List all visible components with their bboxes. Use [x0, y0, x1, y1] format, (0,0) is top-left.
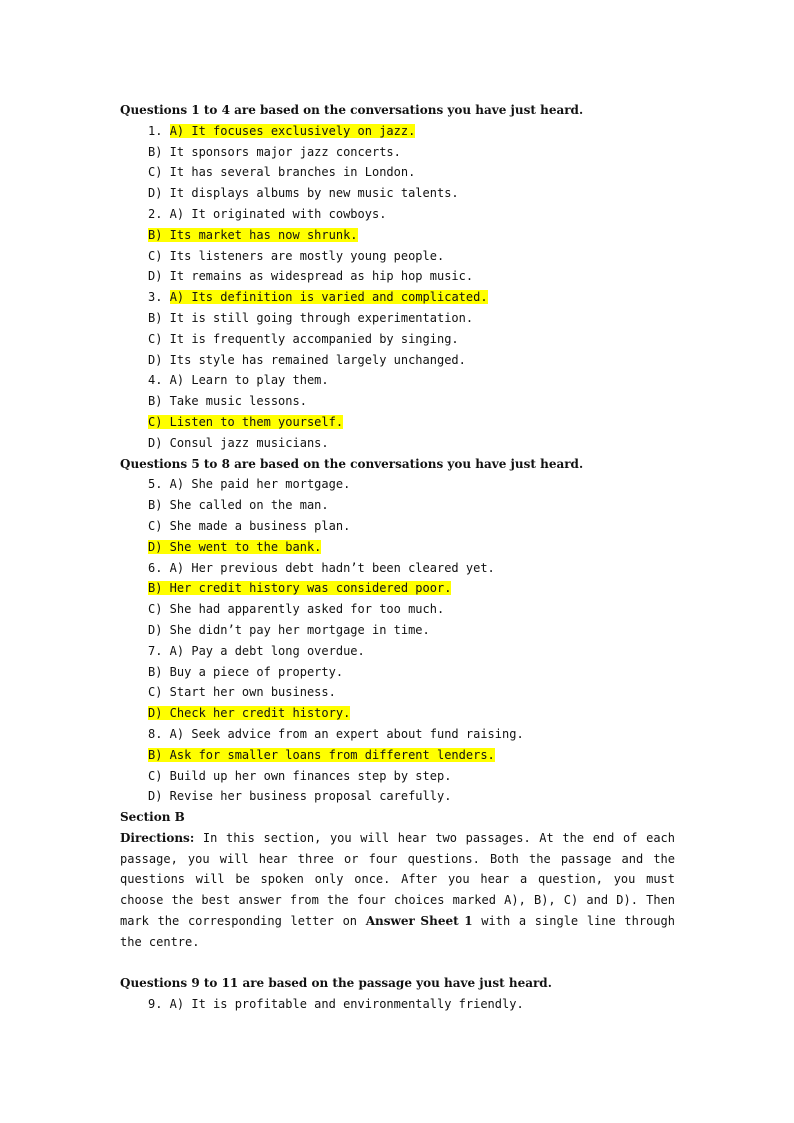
answer-option — [120, 682, 675, 703]
answer-option — [120, 142, 675, 163]
section-b-title: Section B — [120, 810, 185, 825]
correct-answer-highlight: A) Its definition is varied and complicated. — [169, 290, 488, 305]
answer-option — [120, 724, 675, 745]
answer-option — [120, 225, 675, 246]
correct-answer-highlight: B) Her credit history was considered poor. — [148, 581, 452, 596]
questions-5-8-options — [120, 474, 675, 807]
section-b-directions — [120, 828, 675, 953]
questions-1-4-heading: Questions 1 to 4 are based on the conversations you have just heard. — [120, 103, 584, 117]
question-number: 3. — [148, 290, 170, 305]
answer-option — [120, 703, 675, 724]
option-text: C) Build up her own finances step by step. — [148, 768, 452, 783]
answer-option — [120, 599, 675, 620]
answer-option — [120, 994, 675, 1015]
answer-option — [120, 620, 675, 641]
questions-5-8-heading: Questions 5 to 8 are based on the conversations you have just heard. — [120, 456, 584, 471]
answer-option — [120, 662, 675, 683]
answer-option — [120, 370, 675, 391]
answer-option — [120, 287, 675, 308]
blank-line — [120, 953, 675, 974]
option-text: D) She didn’t pay her mortgage in time. — [148, 622, 430, 637]
option-text: B) Take music lessons. — [148, 394, 307, 409]
option-text: D) Revise her business proposal carefully. — [148, 789, 452, 804]
option-text: C) She had apparently asked for too much. — [148, 602, 445, 617]
correct-answer-highlight: A) It focuses exclusively on jazz. — [169, 123, 416, 138]
option-text: D) It displays albums by new music talents. — [148, 186, 459, 201]
answer-option — [120, 474, 675, 495]
directions-label: Directions: — [120, 830, 195, 845]
answer-option — [120, 766, 675, 787]
option-text: C) She made a business plan. — [148, 518, 351, 533]
directions-text: In this section, you will hear two passages. At the end of each passage, you will hear three or four questions. Both the passage and the questions will be spoken only once. After you hear a question, you must choose the best answer from the four choices marked A), B), C) and D). Then mark the corresponding letter on — [120, 830, 675, 929]
answer-option — [120, 537, 675, 558]
answer-option — [120, 308, 675, 329]
option-text: 9. A) It is profitable and environmentally friendly. — [148, 997, 524, 1012]
correct-answer-highlight: B) Its market has now shrunk. — [148, 227, 358, 242]
answer-option — [120, 558, 675, 579]
directions-end: with a single line through the centre. — [120, 914, 675, 949]
answer-option — [120, 204, 675, 225]
answer-option — [120, 266, 675, 287]
questions-1-4-options — [120, 121, 675, 454]
answer-option — [120, 433, 675, 454]
option-text: B) It sponsors major jazz concerts. — [148, 144, 401, 159]
correct-answer-highlight: C) Listen to them yourself. — [148, 414, 344, 429]
answer-option — [120, 329, 675, 350]
questions-9-11-options — [120, 994, 675, 1015]
answer-option — [120, 786, 675, 807]
question-number: 1. — [148, 123, 170, 138]
answer-option — [120, 162, 675, 183]
option-text: D) It remains as widespread as hip hop music. — [148, 269, 474, 284]
answer-option — [120, 246, 675, 267]
option-text: B) It is still going through experimentation. — [148, 310, 474, 325]
answer-option — [120, 495, 675, 516]
answer-option — [120, 183, 675, 204]
correct-answer-highlight: D) Check her credit history. — [148, 706, 351, 721]
correct-answer-highlight: D) She went to the bank. — [148, 539, 322, 554]
answer-sheet-label: Answer Sheet 1 — [365, 914, 473, 929]
answer-option — [120, 578, 675, 599]
option-text: B) She called on the man. — [148, 498, 329, 513]
questions-9-11-heading: Questions 9 to 11 are based on the passage you have just heard. — [120, 976, 552, 991]
option-text: 5. A) She paid her mortgage. — [148, 477, 351, 492]
answer-option — [120, 350, 675, 371]
answer-option — [120, 391, 675, 412]
option-text: 8. A) Seek advice from an expert about fund raising. — [148, 726, 524, 741]
answer-option — [120, 121, 675, 142]
document-page — [120, 100, 675, 1015]
option-text: 6. A) Her previous debt hadn’t been cleared yet. — [148, 560, 495, 575]
correct-answer-highlight: B) Ask for smaller loans from different lenders. — [148, 747, 495, 762]
option-text: D) Its style has remained largely unchanged. — [148, 352, 466, 367]
option-text: D) Consul jazz musicians. — [148, 435, 329, 450]
option-text: C) Start her own business. — [148, 685, 336, 700]
option-text: C) It has several branches in London. — [148, 165, 416, 180]
option-text: 2. A) It originated with cowboys. — [148, 206, 387, 221]
answer-option — [120, 412, 675, 433]
option-text: C) Its listeners are mostly young people. — [148, 248, 445, 263]
answer-option — [120, 745, 675, 766]
option-text: B) Buy a piece of property. — [148, 664, 344, 679]
option-text: 4. A) Learn to play them. — [148, 373, 329, 388]
option-text: 7. A) Pay a debt long overdue. — [148, 643, 365, 658]
option-text: C) It is frequently accompanied by singing. — [148, 331, 459, 346]
answer-option — [120, 516, 675, 537]
answer-option — [120, 641, 675, 662]
